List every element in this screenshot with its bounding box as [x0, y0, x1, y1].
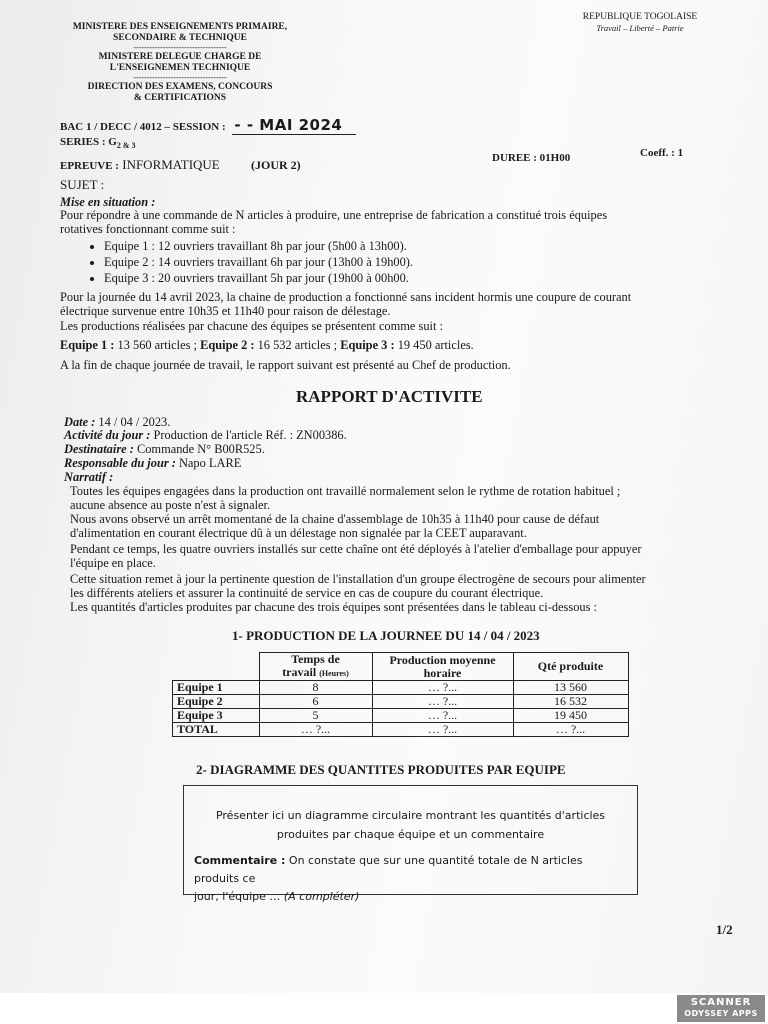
- republic-header: [570, 12, 710, 34]
- ministry-line-3: MINISTERE DELEGUE CHARGE DE: [98, 52, 262, 62]
- header-temps-1: Temps de: [291, 652, 340, 666]
- date-label: Date :: [64, 415, 96, 429]
- epreuve-label: EPREUVE :: [60, 160, 119, 172]
- row-temps: 5: [259, 709, 372, 723]
- team-list: [82, 238, 413, 286]
- dest-value: Commande N° B00R525.: [133, 442, 265, 456]
- activite-value: Production de l'article Réf. : ZN00386.: [150, 428, 347, 442]
- ministry-header: [60, 22, 300, 104]
- diagram-title: 2- DIAGRAMME DES QUANTITES PRODUITES PAR EQUIPE: [196, 762, 566, 777]
- resp-value: Napo LARE: [175, 456, 242, 470]
- narratif-line-2: aucune absence au poste n'est à signaler.: [70, 498, 271, 512]
- report-activite: [64, 428, 347, 442]
- table-corner: [173, 653, 260, 681]
- date-value: 14 / 04 / 2023.: [95, 415, 171, 429]
- prod-e2-value: 16 532 articles ;: [254, 338, 341, 352]
- row-quantity: 16 532: [513, 695, 628, 709]
- comment-italic: (A compléter): [283, 890, 360, 903]
- header-production-2: horaire: [423, 665, 462, 680]
- row-quantity: 13 560: [513, 681, 628, 695]
- direction-line-1: DIRECTION DES EXAMENS, CONCOURS: [87, 82, 273, 92]
- header-temps-unit: (Heures): [319, 669, 349, 678]
- prod-e1-label: Equipe 1 :: [60, 338, 115, 352]
- coefficient: Coeff. : 1: [640, 147, 684, 159]
- prod-e2-label: Equipe 2 :: [200, 338, 255, 352]
- resp-label: Responsable du jour :: [64, 456, 176, 470]
- narratif-line-8: les différents ateliers et assurer la continuité de service en cas de coupure du courant électrique.: [70, 586, 544, 600]
- dest-label: Destinataire :: [64, 442, 134, 456]
- diagram-instruction-1: Présenter ici un diagramme circulaire montrant les quantités d'articles: [215, 809, 606, 822]
- list-item: • Equipe 3 : 20 ouvriers travaillant 5h par jour (19h00 à 00h00.: [104, 270, 413, 286]
- row-temps: 8: [259, 681, 372, 695]
- diagram-instruction-2: produites par chaque équipe et un commentaire: [276, 828, 545, 841]
- epreuve-line: [60, 157, 301, 173]
- series-label: SERIES : G: [60, 136, 117, 148]
- narratif-line-7: Cette situation remet à jour la pertinente question de l'installation d'un groupe électrogène de secours pour alimenter: [70, 572, 646, 586]
- list-item: • Equipe 2 : 14 ouvriers travaillant 6h par jour (13h00 à 19h00).: [104, 254, 413, 270]
- republic-motto: Travail – Liberté – Patrie: [596, 23, 684, 33]
- diagram-answer-box: [183, 785, 638, 903]
- narratif-label: Narratif :: [64, 470, 114, 484]
- table-row: [173, 681, 629, 695]
- narratif-line-6: l'équipe en place.: [70, 556, 156, 570]
- situation-intro-1: Pour répondre à une commande de N articles à produire, une entreprise de fabrication a constitué trois équipes: [60, 208, 608, 222]
- situation-para-4: A la fin de chaque journée de travail, le rapport suivant est présenté au Chef de production.: [60, 358, 511, 372]
- narratif-line-4: d'alimentation en courant électrique dû à un délestage non signalée par la CEET auparavant.: [70, 526, 527, 540]
- narratif-line-3: Nous avons observé un arrêt momentané de la chaine d'assemblage de 10h35 à 11h40 pour cause de défaut: [70, 512, 600, 526]
- ministry-line-2: SECONDAIRE & TECHNIQUE: [113, 33, 247, 43]
- table-row: [173, 723, 629, 737]
- scanner-watermark: [677, 995, 765, 1022]
- row-quantity: … ?...: [513, 723, 628, 737]
- prod-e1-value: 13 560 articles ;: [114, 338, 201, 352]
- ministry-line-4: L'ENSEIGNEMEN TECHNIQUE: [109, 63, 251, 73]
- row-quantity: 19 450: [513, 709, 628, 723]
- situation-para-3: Les productions réalisées par chacune des équipes se présentent comme suit :: [60, 319, 443, 333]
- row-label: Equipe 3: [173, 709, 260, 723]
- report-responsable: [64, 456, 241, 470]
- header-production-1: Production moyenne: [389, 652, 496, 667]
- comment-label: Commentaire :: [194, 854, 286, 867]
- table-header-row: [173, 653, 629, 681]
- header-temps-2: travail: [282, 665, 317, 679]
- bac-label: BAC 1 / DECC / 4012 – SESSION :: [60, 121, 226, 133]
- report-title: RAPPORT D'ACTIVITE: [296, 387, 483, 406]
- situation-para-1: Pour la journée du 14 avril 2023, la chaine de production a fonctionné sans incident hormis une coupure de courant: [60, 290, 632, 304]
- table-row: [173, 695, 629, 709]
- prod-e3-value: 19 450 articles.: [394, 338, 474, 352]
- bac-session-line: [60, 116, 356, 134]
- header-separator: -----------------------------------: [133, 73, 227, 82]
- row-label: Equipe 1: [173, 681, 260, 695]
- report-destinataire: [64, 442, 265, 456]
- session-handwritten: - - MAI 2024: [232, 116, 356, 135]
- republic-name: REPUBLIQUE TOGOLAISE: [582, 12, 698, 22]
- row-temps: 6: [259, 695, 372, 709]
- watermark-line-1: SCANNER: [690, 997, 752, 1008]
- page-number: 1/2: [716, 922, 733, 937]
- header-production: [372, 653, 513, 681]
- narratif-line-9: Les quantités d'articles produites par chacune des trois équipes sont présentées dans le tableau ci-dessous :: [70, 600, 597, 614]
- row-production: … ?...: [372, 695, 513, 709]
- watermark-line-2: ODYSSEY APPS: [684, 1009, 758, 1018]
- production-summary: [60, 338, 474, 352]
- ministry-line-1: MINISTERE DES ENSEIGNEMENTS PRIMAIRE,: [72, 22, 288, 32]
- diagram-instruction: [184, 806, 637, 844]
- table-row: [173, 709, 629, 723]
- comment-text-1: On constate que sur une quantité totale de N articles produits ce: [194, 854, 583, 885]
- comment-text-2: jour, l'équipe …: [194, 890, 284, 903]
- epreuve-subject: INFORMATIQUE: [122, 157, 220, 172]
- narratif-line-1: Toutes les équipes engagées dans la production ont travaillé normalement selon le rythme de rotation habituel ;: [70, 484, 621, 498]
- row-temps: … ?...: [259, 723, 372, 737]
- series-line: [60, 136, 136, 150]
- row-production: … ?...: [372, 681, 513, 695]
- series-sub: 2 & 3: [116, 141, 136, 151]
- table-title: 1- PRODUCTION DE LA JOURNEE DU 14 / 04 / 2023: [232, 628, 540, 643]
- sujet-label: SUJET :: [60, 177, 105, 192]
- header-separator: -----------------------------------: [133, 43, 227, 52]
- header-temps: [259, 653, 372, 681]
- narratif-line-5: Pendant ce temps, les quatre ouvriers installés sur cette chaîne ont été déployés à l'atelier d'emballage pour appuyer: [70, 542, 642, 556]
- diagram-comment: [194, 852, 624, 906]
- list-item: • Equipe 1 : 12 ouvriers travaillant 8h par jour (5h00 à 13h00).: [104, 238, 413, 254]
- report-date: [64, 415, 170, 429]
- situation-para-2: électrique survenue entre 10h35 et 11h40 pour raison de délestage.: [60, 304, 391, 318]
- row-production: … ?...: [372, 723, 513, 737]
- row-production: … ?...: [372, 709, 513, 723]
- row-label: Equipe 2: [173, 695, 260, 709]
- prod-e3-label: Equipe 3 :: [340, 338, 395, 352]
- row-label: TOTAL: [173, 723, 260, 737]
- header-quantity: Qté produite: [513, 653, 628, 681]
- production-table: [172, 652, 629, 737]
- duree: DUREE : 01H00: [492, 152, 571, 164]
- jour: (JOUR 2): [250, 158, 301, 172]
- activite-label: Activité du jour :: [64, 428, 151, 442]
- situation-intro-2: rotatives fonctionnant comme suit :: [60, 222, 236, 236]
- situation-title: Mise en situation :: [60, 195, 156, 209]
- direction-line-2: & CERTIFICATIONS: [133, 93, 227, 103]
